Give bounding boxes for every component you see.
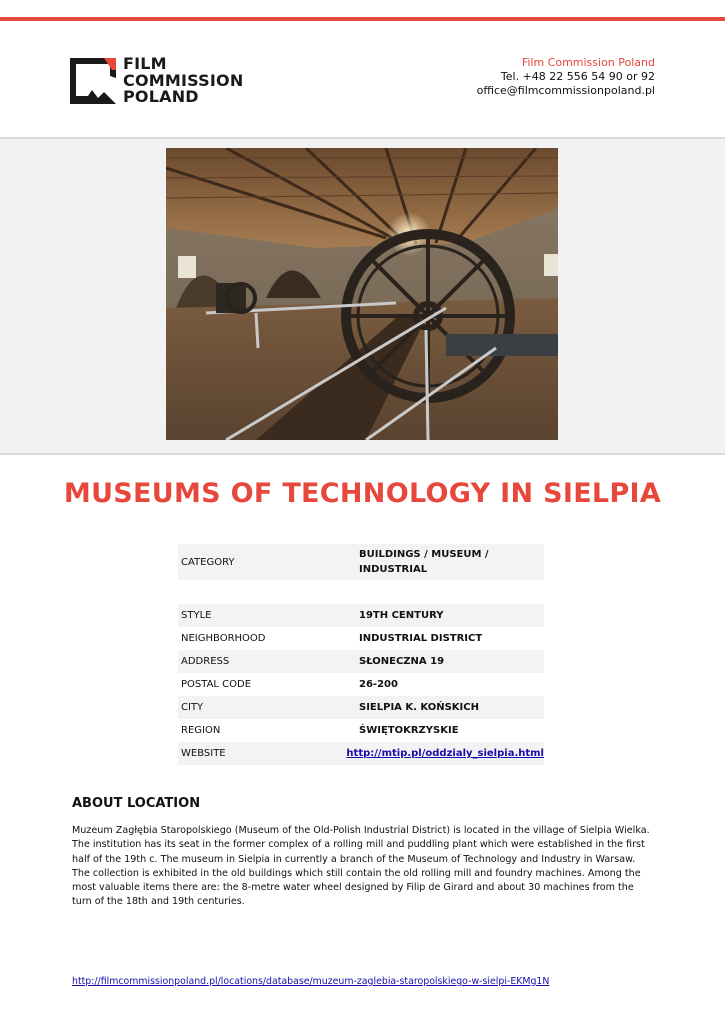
detail-value: 26-200 (359, 679, 398, 690)
logo-line-1: FILM (123, 54, 167, 73)
detail-value: SIELPIA K. KOŃSKICH (359, 702, 479, 713)
detail-value: 19TH CENTURY (359, 610, 444, 621)
logo-line-2: COMMISSION (123, 70, 244, 90)
about-heading: ABOUT LOCATION (72, 796, 201, 811)
logo-mark-icon (68, 56, 118, 106)
details-table (178, 544, 544, 765)
contact-block (477, 56, 655, 98)
detail-row-category (178, 544, 544, 580)
detail-label: CATEGORY (181, 556, 235, 568)
detail-label: WEBSITE (181, 748, 226, 759)
contact-email[interactable]: office@filmcommissionpoland.pl (476, 84, 655, 97)
detail-row-city (178, 696, 544, 719)
logo-line-3: POLAND (123, 87, 199, 106)
museum-interior-image (166, 148, 558, 440)
detail-value: ŚWIĘTOKRZYSKIE (359, 725, 459, 736)
hero-photo (166, 148, 558, 440)
detail-row-address (178, 650, 544, 673)
contact-phone: Tel. +48 22 556 54 90 or 92 (500, 70, 655, 83)
about-text: Muzeum Zagłębia Staropolskiego (Museum of the Old-Polish Industrial District) is located in the village of Sielpia Wielka. The institution has its seat in the former complex of a rolling mill and puddling plant which were established in the first half of the 19th c. The museum in Sielpia in currently a branch of the Museum of Technology and Industry in Warsaw. The collection is exhibited in the old buildings which still contain the old rolling mill and foundry machines. Among the most valuable items there are: the 8-metre water wheel designed by Filip de Girard and about 30 machines from the turn of the 18th and 19th centuries. (72, 825, 650, 908)
website-link[interactable]: http://mtip.pl/oddzialy_sielpia.html (346, 748, 544, 759)
detail-row-website (178, 742, 544, 765)
contact-org: Film Commission Poland (521, 56, 655, 69)
page-title: MUSEUMS OF TECHNOLOGY IN SIELPIA (63, 478, 662, 509)
detail-value: BUILDINGS / MUSEUM / INDUSTRIAL (359, 549, 489, 575)
details-gap (178, 580, 544, 604)
detail-row-neighborhood (178, 627, 544, 650)
detail-label: REGION (181, 725, 221, 736)
detail-label: STYLE (181, 610, 212, 621)
detail-label: NEIGHBORHOOD (181, 633, 266, 644)
detail-row-region (178, 719, 544, 742)
detail-label: POSTAL CODE (181, 679, 252, 690)
top-accent-rule (0, 17, 725, 21)
detail-label: CITY (181, 702, 204, 713)
source-url-link[interactable]: http://filmcommissionpoland.pl/locations/database/muzeum-zaglebia-staropolskiego-w-sielpi-EKMg1N (72, 976, 550, 987)
detail-value: SŁONECZNA 19 (359, 656, 445, 667)
detail-row-postal-code (178, 673, 544, 696)
detail-value: INDUSTRIAL DISTRICT (359, 633, 483, 644)
detail-row-style (178, 604, 544, 627)
detail-label: ADDRESS (181, 656, 230, 667)
film-commission-poland-logo (68, 54, 244, 108)
